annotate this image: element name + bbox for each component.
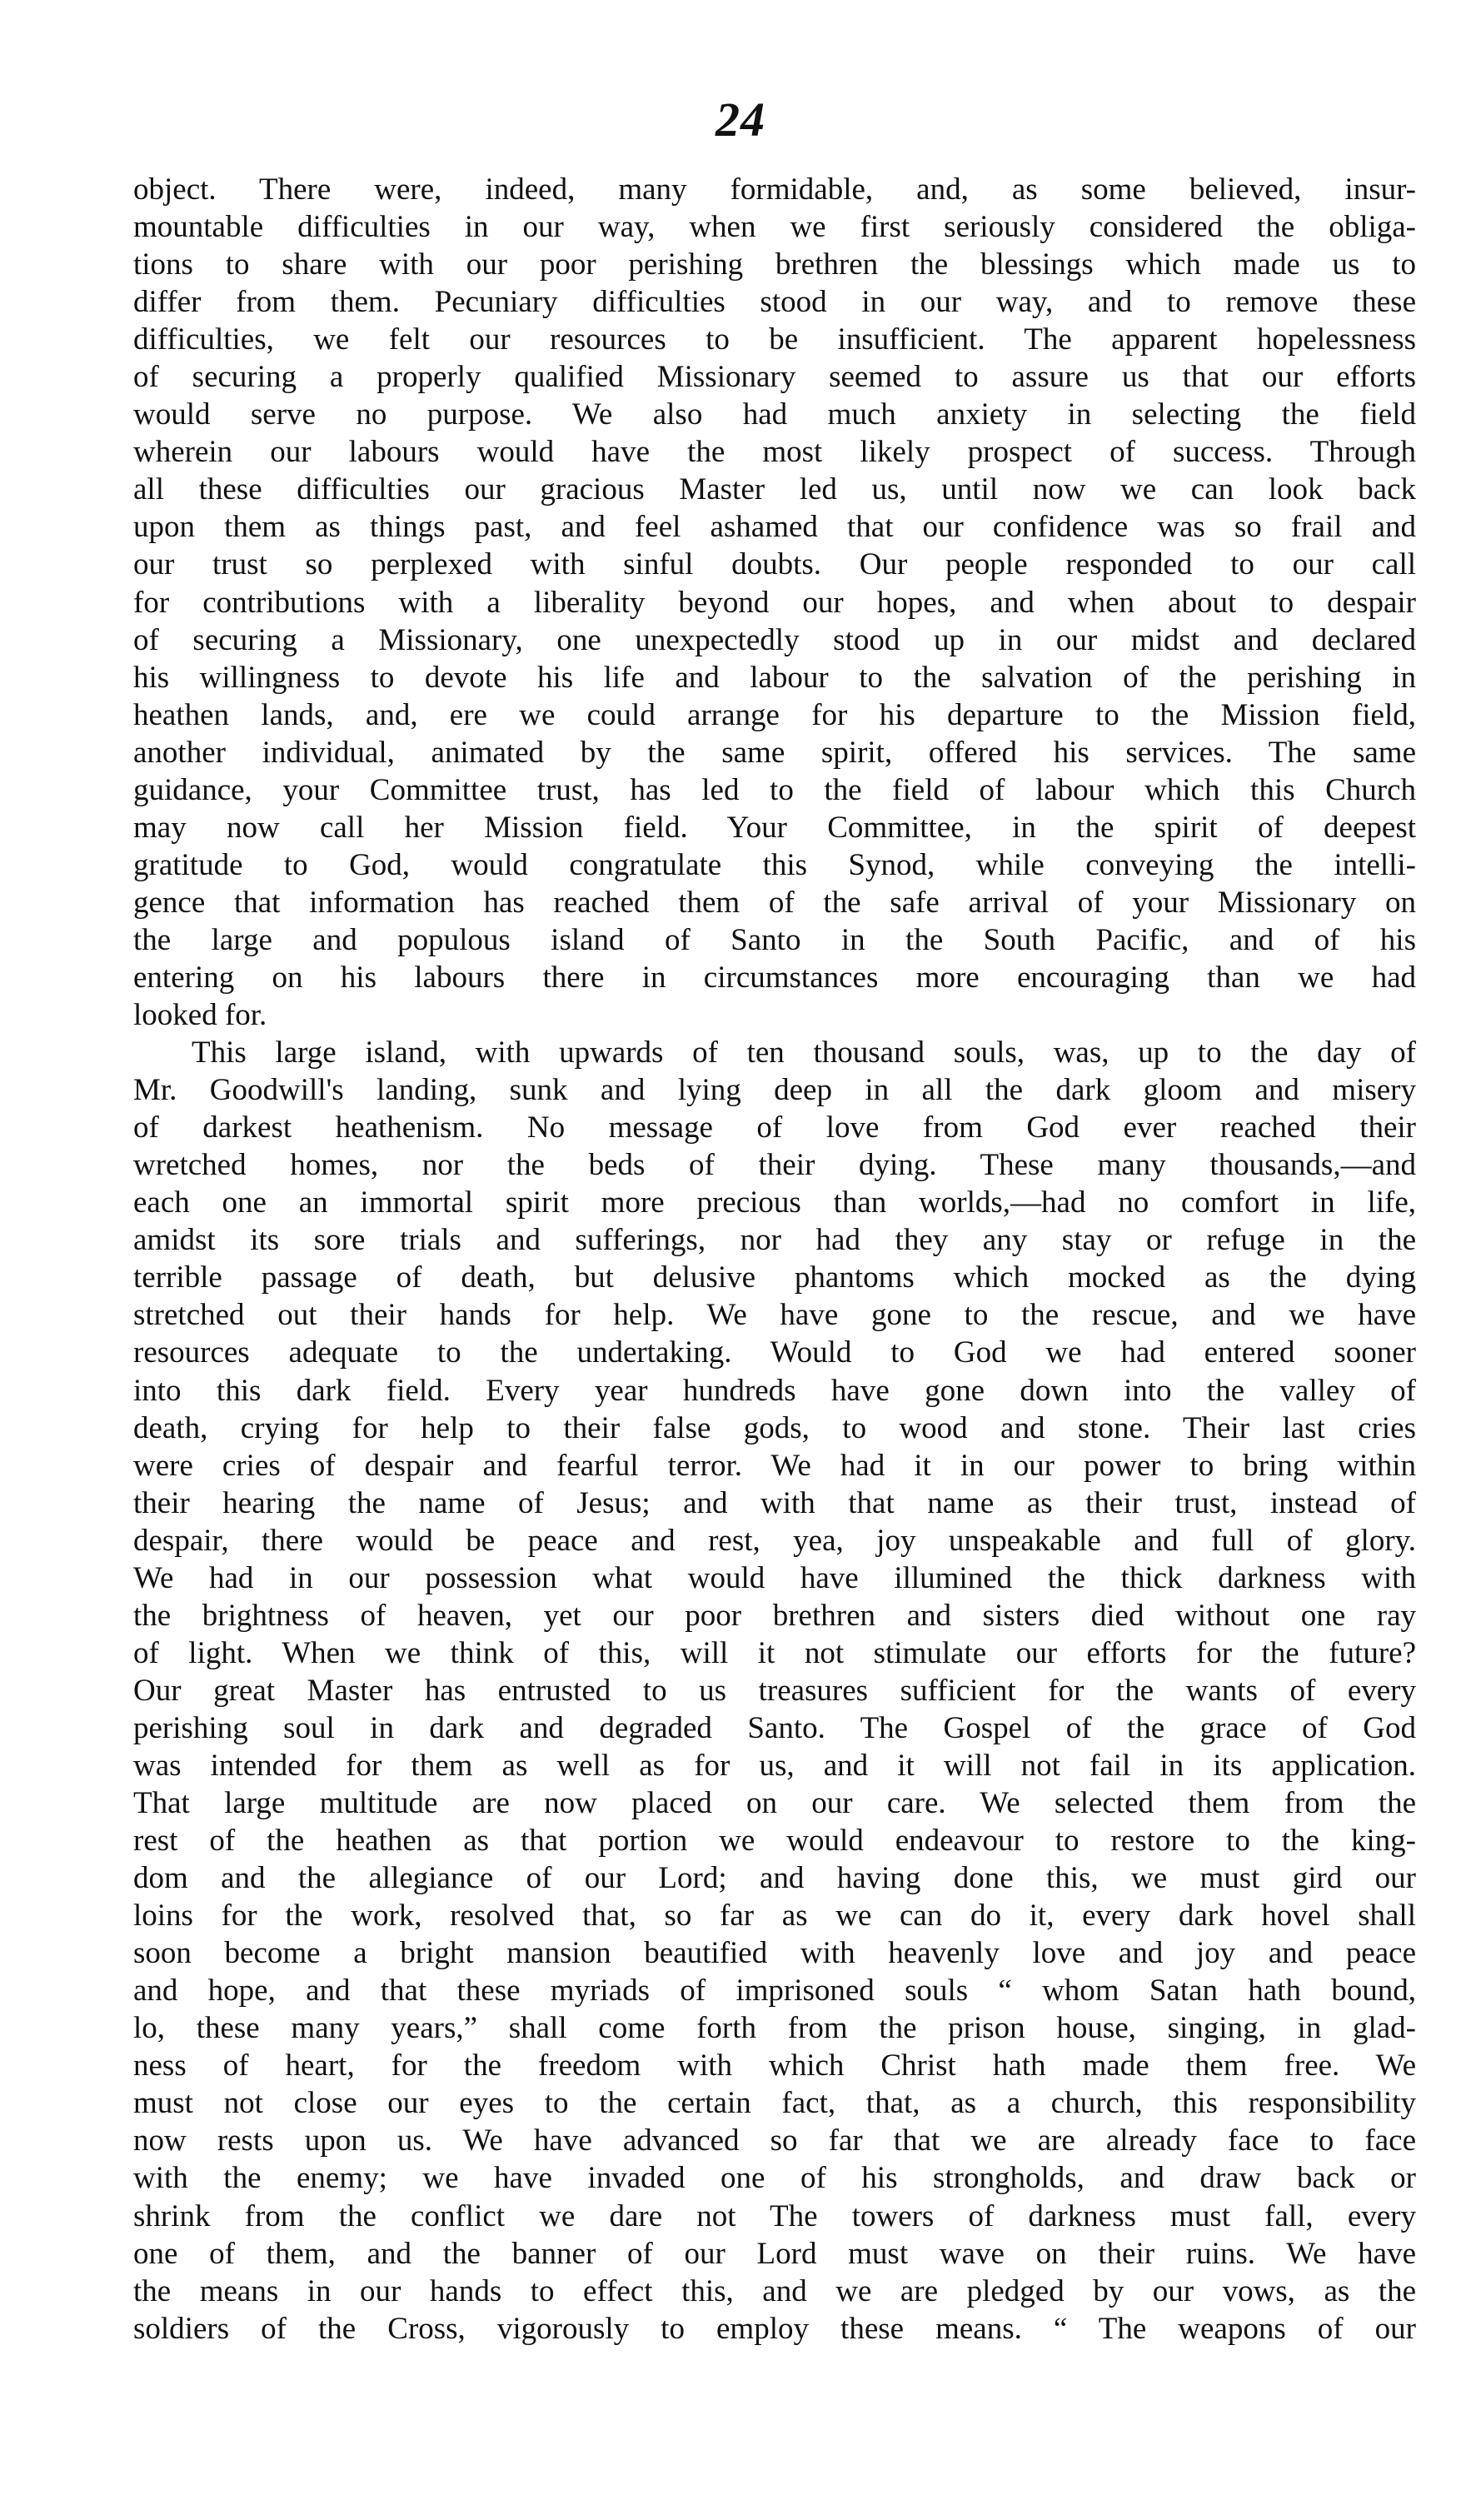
text-line: would serve no purpose. We also had much anxiety in selecting the field [133, 397, 1416, 432]
text-line: looked for. [133, 998, 267, 1033]
text-line: the large and populous island of Santo in the South Pacific, and of his [133, 922, 1416, 957]
text-line: This large island, with upwards of ten thousand souls, was, up to the day of [192, 1035, 1416, 1070]
text-line: heathen lands, and, ere we could arrange for his departure to the Mission field, [133, 697, 1416, 732]
text-line: dom and the allegiance of our Lord; and having done this, we must gird our [133, 1861, 1416, 1896]
text-line: resources adequate to the undertaking. Would to God we had entered sooner [133, 1335, 1416, 1370]
text-line: amidst its sore trials and sufferings, nor had they any stay or refuge in the [133, 1223, 1416, 1258]
text-line: of securing a Missionary, one unexpectedly stood up in our midst and declared [133, 622, 1416, 657]
text-line: rest of the heathen as that portion we would endeavour to restore to the king- [133, 1824, 1416, 1859]
text-line: mountable difficulties in our way, when we first seriously considered the obliga- [133, 210, 1416, 245]
text-line: of light. When we think of this, will it not stimulate our efforts for the future? [133, 1635, 1416, 1670]
text-line: death, crying for help to their false gods, to wood and stone. Their last cries [133, 1410, 1416, 1445]
text-line: for contributions with a liberality beyond our hopes, and when about to despair [133, 585, 1416, 620]
text-line: of darkest heathenism. No message of love from God ever reached their [133, 1110, 1416, 1145]
text-line: soldiers of the Cross, vigorously to employ these means. “ The weapons of our [133, 2311, 1416, 2346]
text-line: with the enemy; we have invaded one of his strongholds, and draw back or [133, 2161, 1416, 2196]
text-line: were cries of despair and fearful terror. We had it in our power to bring within [133, 1448, 1416, 1483]
text-line: Our great Master has entrusted to us treasures sufficient for the wants of every [133, 1673, 1416, 1708]
text-line: stretched out their hands for help. We have gone to the rescue, and we have [133, 1298, 1416, 1333]
text-line: now rests upon us. We have advanced so far that we are already face to face [133, 2123, 1416, 2158]
text-line: differ from them. Pecuniary difficulties stood in our way, and to remove these [133, 285, 1416, 320]
text-line: wretched homes, nor the beds of their dying. These many thousands,—and [133, 1148, 1416, 1183]
text-line: We had in our possession what would have illumined the thick darkness with [133, 1560, 1416, 1595]
text-line: That large multitude are now placed on our care. We selected them from the [133, 1786, 1416, 1821]
text-line: lo, these many years,” shall come forth from the prison house, singing, in glad- [133, 2011, 1416, 2046]
text-line: must not close our eyes to the certain fact, that, as a church, this responsibility [133, 2086, 1416, 2121]
text-line: entering on his labours there in circumstances more encouraging than we had [133, 960, 1416, 995]
text-line: the means in our hands to effect this, and we are pledged by our vows, as the [133, 2273, 1416, 2308]
text-line: despair, there would be peace and rest, yea, joy unspeakable and full of glory. [133, 1523, 1416, 1558]
page-number: 24 [716, 92, 765, 147]
text-line: loins for the work, resolved that, so far as we can do it, every dark hovel shall [133, 1899, 1416, 1934]
text-line: perishing soul in dark and degraded Santo. The Gospel of the grace of God [133, 1710, 1416, 1745]
text-line: wherein our labours would have the most likely prospect of success. Through [133, 435, 1416, 470]
text-line: his willingness to devote his life and labour to the salvation of the perishing in [133, 660, 1416, 695]
text-line: shrink from the conflict we dare not The towers of darkness must fall, every [133, 2198, 1416, 2233]
text-line: our trust so perplexed with sinful doubts. Our people responded to our call [133, 547, 1416, 582]
text-line: another individual, animated by the same spirit, offered his services. The same [133, 735, 1416, 770]
text-line: tions to share with our poor perishing brethren the blessings which made us to [133, 247, 1416, 282]
text-line: their hearing the name of Jesus; and with that name as their trust, instead of [133, 1485, 1416, 1520]
text-line: object. There were, indeed, many formidable, and, as some believed, insur- [133, 172, 1416, 207]
text-line: soon become a bright mansion beautified with heavenly love and joy and peace [133, 1936, 1416, 1971]
text-line: gence that information has reached them of the safe arrival of your Missionary on [133, 885, 1416, 920]
text-line: the brightness of heaven, yet our poor brethren and sisters died without one ray [133, 1598, 1416, 1633]
body-text [133, 171, 1416, 2348]
text-line: difficulties, we felt our resources to be insufficient. The apparent hopelessness [133, 322, 1416, 357]
text-line: one of them, and the banner of our Lord must wave on their ruins. We have [133, 2236, 1416, 2271]
text-line: may now call her Mission field. Your Committee, in the spirit of deepest [133, 810, 1416, 845]
text-line: all these difficulties our gracious Master led us, until now we can look back [133, 472, 1416, 507]
text-line: into this dark field. Every year hundreds have gone down into the valley of [133, 1373, 1416, 1408]
text-line: gratitude to God, would congratulate this Synod, while conveying the intelli- [133, 847, 1416, 882]
text-line: terrible passage of death, but delusive phantoms which mocked as the dying [133, 1260, 1416, 1295]
text-line: upon them as things past, and feel ashamed that our confidence was so frail and [133, 510, 1416, 545]
text-line: guidance, your Committee trust, has led to the field of labour which this Church [133, 772, 1416, 807]
text-line: was intended for them as well as for us, and it will not fail in its application. [133, 1748, 1416, 1783]
text-line: ness of heart, for the freedom with which Christ hath made them free. We [133, 2048, 1416, 2083]
text-line: each one an immortal spirit more precious than worlds,—had no comfort in life, [133, 1185, 1416, 1220]
text-line: and hope, and that these myriads of imprisoned souls “ whom Satan hath bound, [133, 1974, 1416, 2009]
text-line: of securing a properly qualified Missionary seemed to assure us that our efforts [133, 360, 1416, 395]
text-line: Mr. Goodwill's landing, sunk and lying deep in all the dark gloom and misery [133, 1073, 1416, 1108]
